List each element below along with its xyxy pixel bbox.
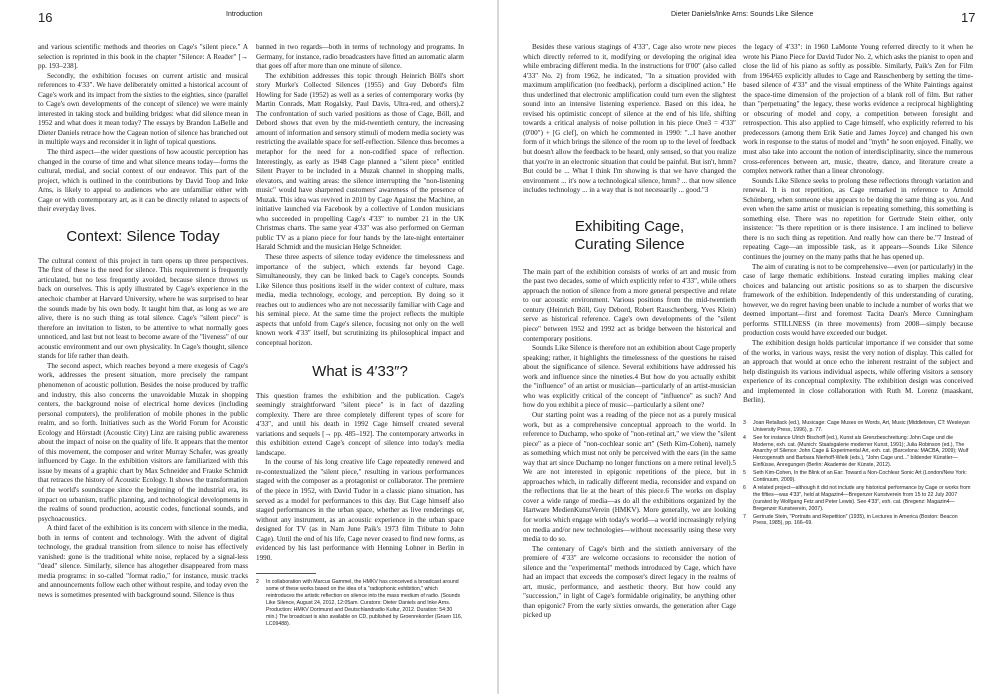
paragraph: Sounds Like Silence is therefore not an exhibition about Cage properly speaking; rather, it highlights the timelessness of the questions he raised about the significance of silence. Several exhibitions have addressed his work and influence since the nineties.4 But how do you actually exhibit the "influence" of an artist or musician—particularly of an artist-musician who was explicitly critical of the concept of "influence" as such? And how do you exhibit a piece of music—particularly a silent one? <box>523 344 736 410</box>
footnote-text: A related project—although it did not include any historical performance by Cage or works from the fifties—was 4′33″, held at Magazin4—Bregenzer Kunstverein from 15 to 22 July 2007 (curated by Wolfgang Fetz and Peter Lewis). See 4′33″, exh. cat. (Bregenz: Magazin4—Bregenzer Kunstverein, 2007). <box>753 484 971 512</box>
footnotes <box>743 420 973 528</box>
footnote-number: 2 <box>256 579 259 586</box>
page-number: 16 <box>38 10 53 25</box>
paragraph: and various scientific methods and theories on Cage's "silent piece." A selection is reprinted in this book in the chapter "Silence: A Reader" [→ pp. 193–238]. <box>38 43 248 71</box>
section-heading: Context: Silence Today <box>66 227 220 245</box>
left-column-2 <box>256 43 464 684</box>
footnote <box>743 420 973 434</box>
paragraph: This question frames the exhibition and the publication. Cage's seemingly straightforward "silent piece" is in fact of dazzling complexity. There are three completely different types of score for 4′33″, and until his death in 1992 Cage himself created several variations and sequels [→ pp. 485–192]. The contemporary artworks in this exhibition extend Cage's concept of silence into today's media landscape. <box>256 391 464 457</box>
footnotes <box>256 579 464 627</box>
section-heading: What is 4′33″? <box>312 362 408 380</box>
paragraph: The exhibition addresses this topic through Heinrich Böll's short story Murke's Collected Silences (1955) and Guy Debord's film Howling for Sade (1952) as well as a series of contemporary works (by Martin Conrads, Matt Rogalsky, Paul Davis, Ultra-red, and others).2 The confrontation of such varied positions as those of Cage, Böll, and Debord shows that even by the mid-twentieth century, the increasing amount of information and sensory stimuli of modern media society was restricting the available space for self-reflection. Silence thus becomes a metaphor for the need for a non-codified space of reflection. Interestingly, as early as 1948 Cage planned a "silent piece" entitled Silent Prayer to be included in a Muzak channel in shopping malls, elevators, and waiting areas: the silence interrupting the "non-listening music" would have sharpened customers' awareness of the presence of Muzak. This idea was revived in 2010 by Cage Against the Machine, an initiative launched via Facebook by a collective of London musicians who succeeded in propelling Cage's 4′33″ to number 21 in the UK Christmas charts. The same year 4′33″ was also performed on German public TV as a piano piece for four hands by the late-night entertainer Harald Schmidt and the musician Helge Schneider. <box>256 71 464 252</box>
paragraph: The centenary of Cage's birth and the sixtieth anniversary of the premiere of 4′33″ are welcome occasions to reconsider the notion of silence and the "experimental" methods introduced by Cage, which have had an impact that exceeds the composer's direct legacy in the realms of art, music, performance, and aesthetic theory. But how could any "succession," in light of Cage's formidable originality, be anything other than epigonic? From the early sixties onwards, the generation after Cage picked up <box>523 544 736 620</box>
paragraph: These three aspects of silence today evidence the timelessness and importance of the subject, which extends far beyond Cage. Simultaneously, they can be linked back to Cage's concepts. Sounds Like Silence thus positions itself in the wider context of culture, mass media, media technology, ecology, and perception. By doing so it reaches out to audiences who are not necessarily familiar with Cage and his seminal piece. At the same time the project reflects the multiple aspects that unfold from Cage's silence, focusing not only on the well known work 4′33″ itself, but scrutinizing its philosophical impact and conceptual horizon. <box>256 253 464 347</box>
paragraph: Besides these various stagings of 4′33″, Cage also wrote new pieces which directly referred to it, modifying or developing the original idea while embracing different media. In the instructions for 0′00″ (also called 4′33″ No. 2) from 1962, he indicated, "In a situation provided with maximum amplification (no feedback), perform a disciplined action." He thus underlined that electronic amplification could turn even the slightest sound into an intensive listening experience. Based on this idea, he revised his optimistic concept of silence at the end of his life, shifting towards a critical analysis of noise pollution in his piece One3 = 4′33″ (0′00″) + [G clef], on which he commented in 1990: "...I have another form of it which brings the silence of the room up to the level of feedback but doesn't allow the feedback to be heard, only sensed, so that you realize that you're in an electronic situation that could be painful. But isn't, hmm? But could be ... What I think I'm showing is that we have changed the environment ... it's now a technological silence, hmm? ... that now silence includes technology ... in a way that is not necessarily ... good."3 <box>523 43 736 195</box>
paragraph: Secondly, the exhibition focuses on current artistic and musical references to 4′33″. We have deliberately omitted a historical account of Cage's work and its impact from the sixties to the eighties, since (parallel to Cage's own developments of the concept of silence) we were mainly interested in taking stock and building bridges: what did silence mean in 1952 and what does it mean today? The essays by Brandon LaBelle and Dieter Daniels retrace how the Cagean notion of silence has branched out in multiple ways and reconsider it in light of topical questions. <box>38 71 248 147</box>
running-head: Dieter Daniels/Inke Arns: Sounds Like Silence <box>671 11 814 18</box>
paragraph: the legacy of 4′33″: in 1960 LaMonte Young referred directly to it when he wrote his Piano Piece for David Tudor No. 2, which asks the pianist to open and close the lid of his piano as softly as possible. Similarly, Paik's Zen for Film from 1964/65 explicitly alludes to Cage and Rauschenberg by setting the time-based silence of 4′33″ and the visual emptiness of the White Paintings against the space-time dimension of the projection of a blank roll of film. But rather than "perpetuating" the legacy, these works evidence a reciprocal highlighting or obscuring of model and copy, a competition between foresight and retrospection. This also applied to Cage himself, who explicitly referred to his predecessors (among them Erik Satie and James Joyce) and changed his own work in response to the status of model and "myth" he soon enjoyed. Finally, we must also take into account the notion of interdisciplinarity, since the numerous cross-references between art, music, theatre, dance, and literature create a complex network rather than a linear chronology. <box>743 43 973 176</box>
footnote-text: Gertrude Stein, "Portraits and Repetition" (1935), in Lectures in America (Boston: Beacon Press, 1985), pp. 166–69. <box>753 513 958 527</box>
paragraph: Sounds Like Silence seeks to prolong these reflections through variation and renewal. It is not repetition, as Cage remarked in reference to Arnold Schönberg, when someone else appears to be doing the same thing as you. And even when the same artist or musician is repeating something, this something is something else. There was no repetition for Gertrude Stein either, only insistence: "Is there repetition or is there insistence. I am inclined to believe there is no such thing as repetition. And really how can there be."7 Instead of repeating Cage—an impossible task, as it appears—Sounds Like Silence continues the journey on the many paths that he has opened up. <box>743 176 973 262</box>
paragraph: The cultural context of this project in turn opens up three perspectives. The first of these is the need for silence. This requirement is frequently articulated, but no less frequently avoided, because silence throws us back on ourselves. This is aptly illustrated by Cage's experience in the anechoic chamber at Harvard University, where he was surprised to hear the sounds made by his own body. It taught him that, as long as we are alive, there is no such thing as total silence. Cage's "silent piece" is therefore an invitation to listen, to be attentive to what normally goes unnoticed, and last but not least to become aware of the "liveness" of our acoustic environment and our own physicality. In Cage's thought, silence stands for life rather than death. <box>38 256 248 361</box>
heading-line: Exhibiting Cage, <box>574 217 685 235</box>
right-page <box>499 0 996 694</box>
footnote-number: 4 <box>743 434 746 441</box>
heading-line: Curating Silence <box>574 235 685 253</box>
footnote-number: 7 <box>743 513 746 520</box>
footnote <box>743 514 973 528</box>
paragraph: Our starting point was a reading of the piece not as a purely musical work, but as a comprehensive conceptual approach to the world. In reference to Duchamp, who spoke of "non-retinal art," we view the "silent piece" as a piece of "non-cochlear sonic art" (Seth Kim-Cohen), namely as something which must not only be perceived with the ears (in the same way that art since Duchamp no longer functions on a mere retinal level).5 We are not interested in epigonic repetitions of the piece, but in approaches which, in radically different media, reconsider and expand on the reflections that lie at the heart of this piece.6 The works on display cover a wide range of media—as do all the exhibitions organized by the Hartware MedienKunstVerein (HMKV). More generally, we are looking for works which engage with today's world—a world increasingly relying on media and/or new technologies—without necessarily using these very media to do so. <box>523 410 736 544</box>
footnote-text: Joan Retallack (ed.), Musicage: Cage Muses on Words, Art, Music (Middletown, CT: Wesleyan University Press, 1996), p. 77. <box>753 419 970 433</box>
paragraph: The third aspect—the wider questions of how acoustic perception has changed in the course of time and what silence means today—forms the cultural, medial, and social context of our endeavor. This part of the project, which is outlined in the contributions by David Toop and Inke Arns, is likely to appeal to audiences who are unfamiliar either with Cage or with contemporary art, as it can be directly related to aspects of their everyday lives. <box>38 148 248 214</box>
spacer <box>743 406 973 420</box>
footnote <box>743 470 973 484</box>
running-head: Introduction <box>226 11 263 18</box>
footnote-text: Seth Kim-Cohen, In the Blink of an Ear: Toward a Non-Cochlear Sonic Art (London/New York: Continuum, 2009). <box>753 470 967 484</box>
footnote-number: 5 <box>743 470 746 477</box>
footnote-rule <box>256 573 316 574</box>
section-heading <box>523 218 736 254</box>
footnote-text: See for instance Ulrich Bischoff (ed.), Kunst als Grenzbeschreitung: John Cage und die Moderne, exh. cat. (Munich: Staatsgalerie moderner Kunst, 1991); Julia Robinson (ed.), The Anarchy of Silence: John Cage & Experimental Art, exh. cat. (Barcelona: MACBA, 2009); Wulf Herzogenrath and Barbara Nierhoff-Wielk (eds.), "John Cage und..." bildender Künstler—Einflüsse, Anregungen (Berlin: Akademie der Künste, 2012). <box>753 434 969 469</box>
paragraph: The main part of the exhibition consists of works of art and music from the past two decades, some of which explicitly refer to 4′33″, while others approach the notion of silence from a more general perspective and relate to our acoustic environment. Various positions from the mid-twentieth century (Heinrich Böll, Guy Debord, Robert Rauschenberg, Yves Klein) serve as historical reference. Cage's own developments of the "silent piece" between 1952 and 1992 act as bridge between the historical and contemporary positions. <box>523 267 736 343</box>
paragraph: The aim of curating is not to be comprehensive—even (or particularly) in the case of large thematic exhibitions. Instead curating implies making clear choices and balancing out artistic positions so as to sharpen the discursive framework of the exhibition. Independently of this understanding of curating, however, we do regret having been unable to include a number of works that we deemed important—first and foremost Tacita Dean's Merce Cunningham performs STILLNESS (in three movements) from 2008—simply because production costs would have exceeded our budget. <box>743 262 973 338</box>
footnote-text: In collaboration with Marcus Gammel, the HMKV has conceived a broadcast around some of these works based on the idea of a "radiophonic exhibition," which reintroduces the artistic reflection on silence into the mass medium of radio. (Sounds Like Silence, August 24, 2012, 12:05am. Curators: Dieter Daniels and Inke Arns. Production: HMKV Dortmund and Deutschlandradio Kultur, 2012. Duration: 54:30 min.) The broadcast is also available on CD, published by Groenrekorder (Gruen 116, LC09488). <box>266 579 463 627</box>
footnote <box>743 485 973 513</box>
paragraph: The exhibition design holds particular importance if we consider that some of the works, in various ways, resist the very notion of display. This called for an approach that would at once echo the inherent restraint of the subject and help distinguish its various individual aspects, while offering visitors a sensory experience of its conceptual complexity. The exhibition design was conceived and implemented in close collaboration with Ruth M. Lorenz (maaskant, Berlin). <box>743 338 973 405</box>
footnote-number: 3 <box>743 419 746 426</box>
paragraph: A third facet of the exhibition is its concern with silence in the media, both in terms of content and technology. With the advent of digital technology, the gradual transition from silence to noise has effectively vanished: gone is the traditional white noise, replaced by a signal-less "dead" silence. Similarly, silence has altogether disappeared from mass media programs: in so-called "format radio," for instance, music tracks and announcements follow each other without respite, and today even the news is sometimes presented with background sound. Silence is thus <box>38 524 248 599</box>
footnote-number: 6 <box>743 484 746 491</box>
left-page <box>0 0 497 694</box>
paragraph: In the course of his long creative life Cage repeatedly renewed and re-contextualized the "silent piece," resulting in various performances staged with the composer as a protagonist or collaborator. The premiere of the piece in 1952, with David Tudor in a classic piano situation, has served as a model for performances to this day. But Cage himself also staged performances in the urban space, whether as live renderings or, without any instrument, as an acoustic experience in the urban space designed for TV (as in Nam June Paik's 1973 film Tribute to John Cage). Until the end of his life, Cage never ceased to find new forms, as evidenced by his last performance with Henning Lohner in Berlin in 1990. <box>256 458 464 562</box>
right-column-2 <box>743 43 973 684</box>
page-number: 17 <box>961 10 976 25</box>
right-column-1 <box>523 43 736 684</box>
left-column-1 <box>38 43 248 684</box>
paragraph: The second aspect, which reaches beyond a mere exegesis of Cage's work, addresses the present situation, more precisely the rampant phenomenon of acoustic pollution. Besides the noise produced by traffic and industry, this also concerns the unavoidable Muzak in shopping centers, the background noise of electrical home devices (including personal computers), the proliferation of mobile phones in the public realm, and so forth. Initiatives such as the World Forum for Acoustic Ecology and Hörstadt (Acoustic City) Linz are raising public awareness about the impact of noise on the quality of life. It appears that the mentor of this movement, the composer and writer Murray Schafer, was greatly influenced by Cage. In the exhibition visitors are familiarized with this issue by means of a graphic chart by Max Schneider and Frauke Schmidt that retraces the history of Acoustic Ecology. It shows the transformation of the world's soundscape since the beginning of the industrial era, its impact on urbanism, traffic planning, and technological developments in the realms of sound production, acoustic codes, functional sounds, and psychoacoustics. <box>38 361 248 523</box>
footnote <box>256 579 464 627</box>
footnote <box>743 435 973 470</box>
paragraph: banned in two regards—both in terms of technology and programs. In Germany, for instance, radio broadcasters have fitted an automatic alarm that goes off after more than one minute of silence. <box>256 43 464 71</box>
